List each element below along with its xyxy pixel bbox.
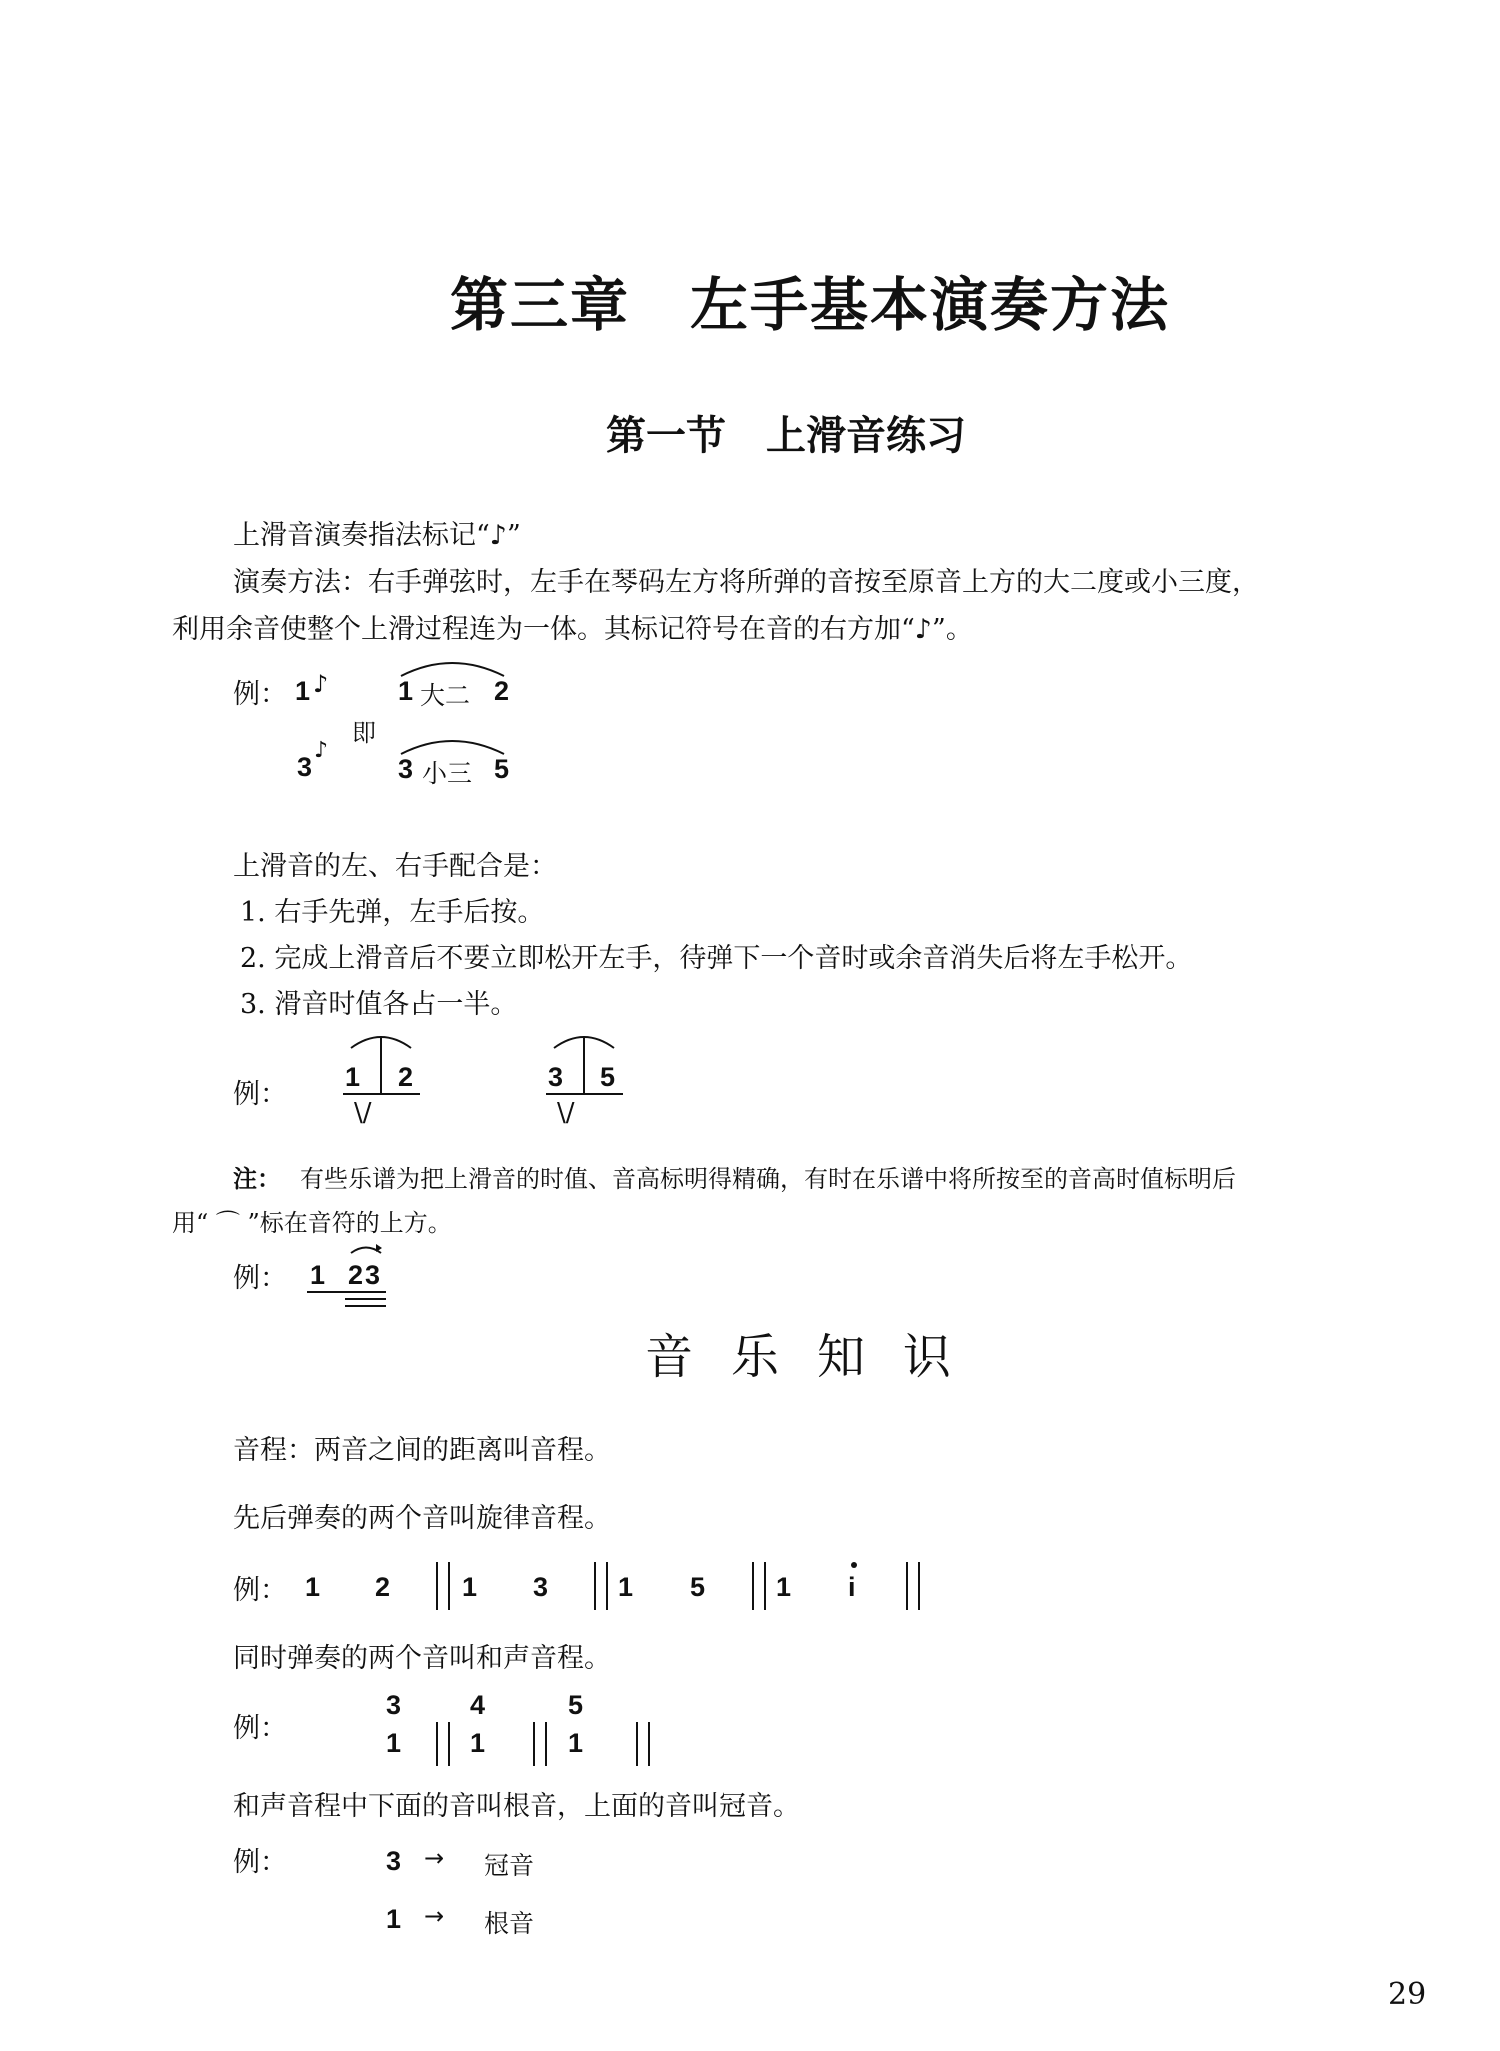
glide-mark-2: ♪ <box>314 738 329 763</box>
example1-to-2: 5 <box>494 754 510 784</box>
example2-label: 例： <box>233 1079 287 1110</box>
example1-label: 例： <box>233 679 287 710</box>
example2-note-b1: 3 <box>548 1062 564 1092</box>
note-prefix: 注： <box>233 1164 281 1193</box>
example1-connector: 即 <box>352 719 376 747</box>
pluck-mark-2: \/ <box>557 1098 575 1128</box>
melodic-4b: i <box>848 1572 856 1602</box>
melodic-3b: 5 <box>690 1572 706 1602</box>
example3-note-3: 3 <box>365 1260 381 1290</box>
melodic-example-label: 例： <box>233 1575 287 1606</box>
coordination-heading: 上滑音的左、右手配合是： <box>233 851 557 882</box>
melodic-1b: 2 <box>375 1572 391 1602</box>
page-number: 29 <box>1388 1977 1427 2012</box>
coordination-item-3: 3. 滑音时值各占一半。 <box>240 989 518 1020</box>
example1-from-2: 3 <box>398 754 414 784</box>
crown-label: 冠音 <box>484 1851 535 1880</box>
example1-from-1: 1 <box>398 676 414 706</box>
music-knowledge-title: 音乐知识 <box>645 1329 990 1385</box>
slur-arc <box>401 741 504 754</box>
coordination-item-2: 2. 完成上滑音后不要立即松开左手，待弹下一个音时或余音消失后将左手松开。 <box>240 943 1193 974</box>
root-label: 根音 <box>484 1909 535 1938</box>
chord-2-bottom: 1 <box>470 1728 486 1758</box>
melodic-2a: 1 <box>462 1572 478 1602</box>
coordination-item-1: 1. 右手先弹，左手后按。 <box>240 897 545 928</box>
chord-1-top: 3 <box>386 1690 402 1720</box>
arrow-icon: → <box>424 1902 445 1930</box>
root-crown-example-label: 例： <box>233 1847 287 1878</box>
example3-note-2: 2 <box>348 1260 364 1290</box>
intro-line-2: 演奏方法：右手弹弦时，左手在琴码左方将所弹的音按至原音上方的大二度或小三度， <box>233 567 1259 598</box>
melodic-4a: 1 <box>776 1572 792 1602</box>
note-line-1: 有些乐谱为把上滑音的时值、音高标明得精确，有时在乐谱中将所按至的音高时值标明后 <box>300 1165 1236 1193</box>
chord-2-top: 4 <box>470 1690 486 1720</box>
intro-line-3: 利用余音使整个上滑过程连为一体。其标记符号在音的右方加“♪”。 <box>172 614 973 645</box>
example1-interval-1: 大二 <box>420 681 471 710</box>
example1-row2-note: 3 <box>297 752 313 782</box>
section-title: 第一节 上滑音练习 <box>606 412 966 459</box>
intro-line-1: 上滑音演奏指法标记“♪” <box>233 520 521 551</box>
melodic-1a: 1 <box>305 1572 321 1602</box>
harmonic-example-label: 例： <box>233 1713 287 1744</box>
example2-note-a1: 1 <box>345 1062 361 1092</box>
high-octave-dot <box>851 1562 857 1568</box>
chord-1-bottom: 1 <box>386 1728 402 1758</box>
harmonic-definition: 同时弹奏的两个音叫和声音程。 <box>233 1643 611 1674</box>
chapter-title: 第三章 左手基本演奏方法 <box>450 271 1171 339</box>
slur-arc <box>401 663 504 676</box>
root-note: 1 <box>386 1904 402 1934</box>
example3-label: 例： <box>233 1263 287 1294</box>
chord-3-top: 5 <box>568 1690 584 1720</box>
note-line-2: 用“ ⌒ ”标在音符的上方。 <box>172 1209 452 1237</box>
example2-note-b2: 5 <box>600 1062 616 1092</box>
example1-to-1: 2 <box>494 676 510 706</box>
melodic-2b: 3 <box>533 1572 549 1602</box>
example2-note-a2: 2 <box>398 1062 414 1092</box>
crown-note: 3 <box>386 1846 402 1876</box>
melodic-definition: 先后弹奏的两个音叫旋律音程。 <box>233 1503 611 1534</box>
chord-3-bottom: 1 <box>568 1728 584 1758</box>
arrow-icon: → <box>424 1844 445 1872</box>
example1-row1-note: 1 <box>295 676 311 706</box>
melodic-3a: 1 <box>618 1572 634 1602</box>
interval-definition: 音程：两音之间的距离叫音程。 <box>233 1435 611 1466</box>
root-crown-definition: 和声音程中下面的音叫根音，上面的音叫冠音。 <box>233 1791 800 1822</box>
example1-interval-2: 小三 <box>422 759 473 788</box>
example3-note-1: 1 <box>310 1260 326 1290</box>
pluck-mark-1: \/ <box>354 1098 372 1128</box>
glide-mark-1: ♪ <box>313 670 329 698</box>
